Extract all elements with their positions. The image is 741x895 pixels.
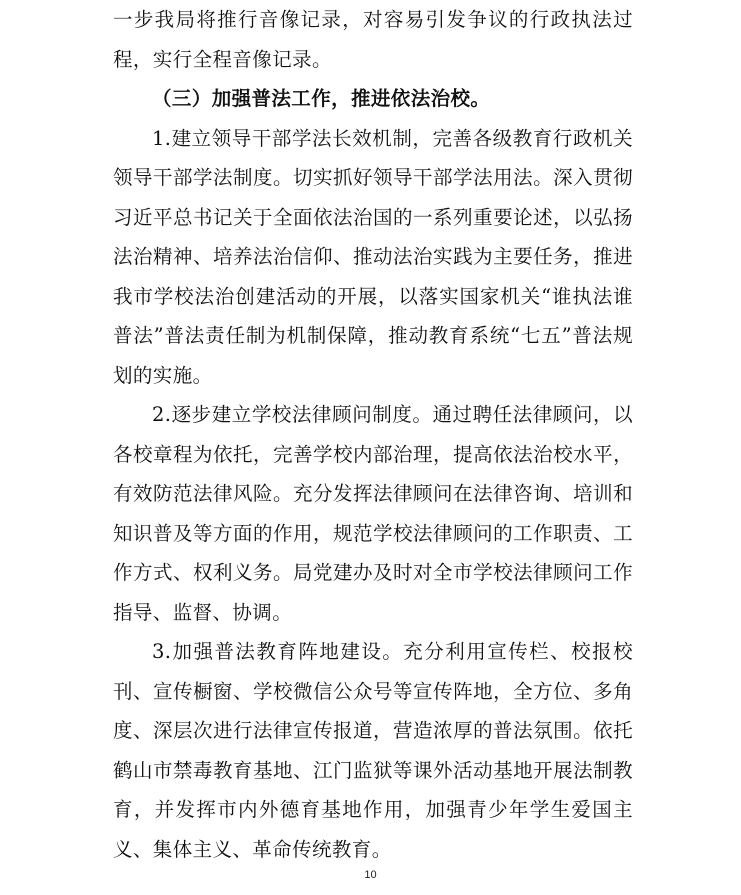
paragraph-2: 2.逐步建立学校法律顾问制度。通过聘任法律顾问，以各校章程为依托，完善学校内部治理，提高依法治校水平，有效防范法律风险。充分发挥法律顾问在法律咨询、培训和知识普及等方面的作用，规范学校法律顾问的工作职责、工作方式、权利义务。局党建办及时对全市学校法律顾问工作指导、监督、协调。: [113, 403, 633, 624]
section-heading: （三）加强普法工作，推进依法治校。: [152, 87, 491, 110]
paragraph-3: 3.加强普法教育阵地建设。充分利用宣传栏、校报校刊、宣传橱窗、学校微信公众号等宣传阵地，全方位、多角度、深层次进行法律宣传报道，营造浓厚的普法氛围。依托鹤山市禁毒教育基地、江门监狱等课外活动基地开展法制教育，并发挥市内外德育基地作用，加强青少年学生爱国主义、集体主义、革命传统教育。: [113, 640, 633, 861]
paragraph-1: 1.建立领导干部学法长效机制，完善各级教育行政机关领导干部学法制度。切实抓好领导干部学法用法。深入贯彻习近平总书记关于全面依法治国的一系列重要论述，以弘扬法治精神、培养法治信仰、推动法治实践为主要任务，推进我市学校法治创建活动的开展，以落实国家机关“谁执法谁普法”普法责任制为机制保障，推动教育系统“七五”普法规划的实施。: [113, 126, 633, 387]
document-body: [113, 0, 633, 869]
page-number: 10: [364, 869, 377, 881]
continuation-paragraph: 一步我局将推行音像记录，对容易引发争议的行政执法过程，实行全程音像记录。: [113, 8, 633, 71]
